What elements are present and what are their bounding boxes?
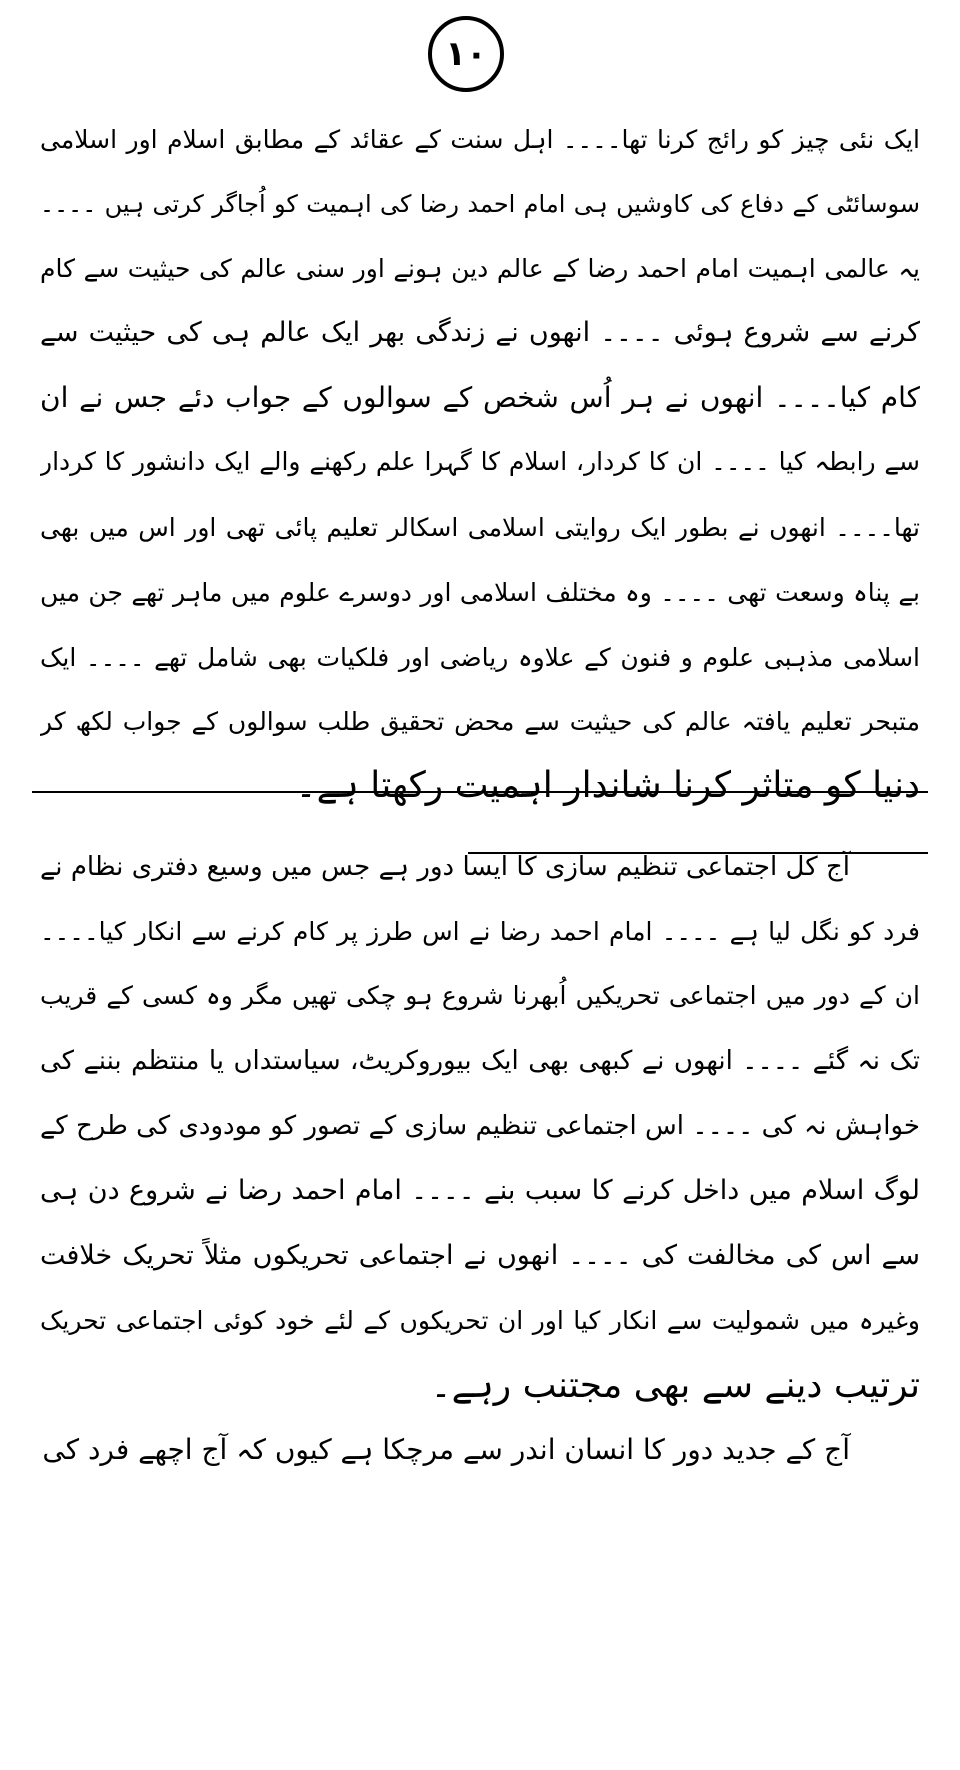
text-line: ان کے دور میں اجتماعی تحریکیں اُبھرنا شروع ہو چکی تھیں مگر وہ کسی کے قریب xyxy=(40,981,920,1010)
text-line: آج کے جدید دور کا انسان اندر سے مرچکا ہے کیوں کہ آج اچھے فرد کی xyxy=(42,1433,850,1466)
text-line: اسلامی مذہبی علوم و فنون کے علاوہ ریاضی اور فلکیات بھی شامل تھے ۔۔۔۔ ایک xyxy=(40,643,920,672)
text-line: کام کیا۔۔۔۔ انھوں نے ہر اُس شخص کے سوالوں کے جواب دئے جس نے ان xyxy=(40,381,920,414)
text-line: یہ عالمی اہمیت امام احمد رضا کے عالم دین ہونے اور سنی عالم کی حیثیت سے کام xyxy=(40,254,920,283)
text-line: آج کل اجتماعی تنظیم سازی کا ایسا دور ہے جس میں وسیع دفتری نظام نے xyxy=(40,852,850,882)
text-line: لوگ اسلام میں داخل کرنے کا سبب بنے ۔۔۔۔ امام احمد رضا نے شروع دن ہی xyxy=(40,1175,920,1206)
text-line: وغیرہ میں شمولیت سے انکار کیا اور ان تحریکوں کے لئے خود کوئی اجتماعی تحریک xyxy=(40,1306,920,1335)
separator-rule xyxy=(32,791,928,793)
text-line: سے اس کی مخالفت کی ۔۔۔۔ انھوں نے اجتماعی تحریکوں مثلاً تحریک خلافت xyxy=(40,1240,920,1271)
text-line: ایک نئی چیز کو رائج کرنا تھا۔۔۔۔ اہل سنت کے عقائد کے مطابق اسلام اور اسلامی xyxy=(40,125,920,154)
text-line: تھا۔۔۔۔ انھوں نے بطور ایک روایتی اسلامی اسکالر تعلیم پائی تھی اور اس میں بھی xyxy=(40,513,920,542)
text-line: متبحر تعلیم یافتہ عالم کی حیثیت سے محض تحقیق طلب سوالوں کے جواب لکھ کر xyxy=(40,707,920,736)
page-number: ١٠ xyxy=(428,16,504,92)
text-line: بے پناہ وسعت تھی ۔۔۔۔ وہ مختلف اسلامی اور دوسرے علوم میں ماہر تھے جن میں xyxy=(40,578,920,607)
text-line: سوسائٹی کے دفاع کی کاوشیں ہی امام احمد رضا کی اہمیت کو اُجاگر کرتی ہیں ۔۔۔۔ xyxy=(40,190,920,218)
text-line: سے رابطہ کیا ۔۔۔۔ ان کا کردار، اسلام کا گہرا علم رکھنے والے ایک دانشور کا کردار xyxy=(40,447,920,476)
text-line: دنیا کو متاثر کرنا شاندار اہمیت رکھتا ہے۔ xyxy=(295,765,920,806)
text-line: تک نہ گئے ۔۔۔۔ انھوں نے کبھی بھی ایک بیوروکریٹ، سیاستداں یا منتظم بننے کی xyxy=(40,1046,920,1076)
text-line: خواہش نہ کی ۔۔۔۔ اس اجتماعی تنظیم سازی کے تصور کو مودودی کی طرح کے xyxy=(40,1111,920,1141)
text-line: ترتیب دینے سے بھی مجتنب رہے۔ xyxy=(430,1365,920,1406)
text-line: فرد کو نگل لیا ہے ۔۔۔۔ امام احمد رضا نے اس طرز پر کام کرنے سے انکار کیا۔۔۔۔ xyxy=(40,917,920,946)
underline-rule xyxy=(468,852,928,854)
text-line: کرنے سے شروع ہوئی ۔۔۔۔ انھوں نے زندگی بھر ایک عالم ہی کی حیثیت سے xyxy=(40,317,920,348)
